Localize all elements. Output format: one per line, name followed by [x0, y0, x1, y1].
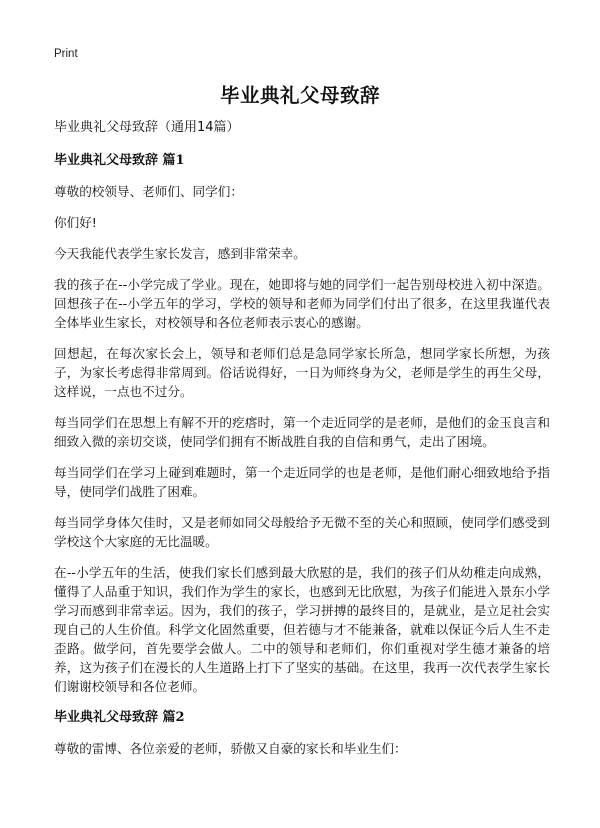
section-heading-1: 毕业典礼父母致辞 篇1: [54, 153, 185, 168]
page-title: 毕业典礼父母致辞: [219, 84, 380, 107]
paragraph: 在--小学五年的生活，使我们家长们感到最大欣慰的是，我们的孩子们从幼稚走向成熟，懂得了人品重于知识，我们作为学生的家长，也感到无比欣慰，为孩子们能进入景东小学学习而感到非常幸运。因为，我们的孩子，学习拼搏的最终目的，是就业，是立足社会实现自己的人生价值。科学文化固然重要，但若德与才不能兼备，就难以保证今后人生不走歪路。做学问，首先要学会做人。二中的领导和老师们，你们重视对学生德才兼备的培养，这为孩子们在漫长的人生道路上打下了坚实的基础。在这里，我再一次代表学生家长们谢谢校领导和各位老师。: [54, 565, 550, 694]
paragraph: 你们好!: [54, 215, 97, 230]
paragraph: 每当同学们在学习上碰到难题时，第一个走近同学的也是老师，是他们耐心细致地给予指导，使同学们战胜了困难。: [54, 465, 550, 499]
paragraph: 尊敬的校领导、老师们、同学们：: [54, 184, 243, 199]
paragraph: 今天我能代表学生家长发言，感到非常荣幸。: [54, 246, 306, 261]
document-subtitle: 毕业典礼父母致辞（通用14篇）: [54, 120, 240, 135]
document-body: [54, 118, 550, 770]
paragraph: 每当同学身体欠佳时，又是老师如同父母般给予无微不至的关心和照顾，使同学们感受到学校这个大家庭的无比温暖。: [54, 515, 550, 549]
section-heading-2: 毕业典礼父母致辞 篇2: [54, 710, 185, 725]
paragraph: 我的孩子在--小学完成了学业。现在，她即将与她的同学们一起告别母校进入初中深造。回想孩子在--小学五年的学习，学校的领导和老师为同学们付出了很多，在这里我谨代表全体毕业生家长，对校领导和各位老师表示衷心的感谢。: [54, 277, 550, 330]
print-label[interactable]: Print: [54, 48, 78, 60]
paragraph: 回想起，在每次家长会上，领导和老师们总是急同学家长所急，想同学家长所想，为孩子，为家长考虑得非常周到。俗话说得好，一日为师终身为父，老师是学生的再生父母，这样说，一点也不过分。: [54, 346, 550, 399]
paragraph: 每当同学们在思想上有解不开的疙瘩时，第一个走近同学的是老师，是他们的金玉良言和细致入微的亲切交谈，使同学们拥有不断战胜自我的自信和勇气，走出了困境。: [54, 415, 550, 449]
paragraph: 尊敬的雷博、各位亲爱的老师，骄傲又自豪的家长和毕业生们：: [54, 741, 407, 756]
